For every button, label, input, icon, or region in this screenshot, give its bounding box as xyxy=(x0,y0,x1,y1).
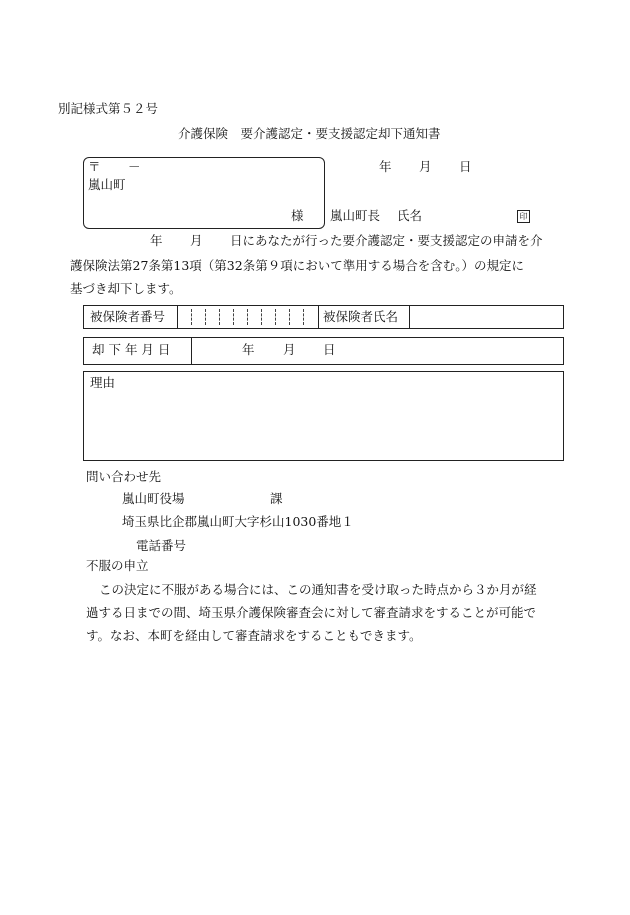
insured-name-label: 被保険者氏名 xyxy=(323,309,399,324)
appeal-line-3: す。なお、本町を経由して審査請求をすることもできます。 xyxy=(86,628,422,643)
body-month-label: 月 xyxy=(190,233,203,248)
seal-mark: 印 xyxy=(517,210,530,223)
body-line-2: 護保険法第27条第13項（第32条第９項において準用する場合を含む。）の規定に xyxy=(70,258,524,273)
appeal-heading: 不服の申立 xyxy=(86,558,149,573)
rejection-day-label: 日 xyxy=(323,342,336,357)
contact-office: 嵐山町役場 xyxy=(122,491,185,506)
insured-number-label: 被保険者番号 xyxy=(90,309,166,324)
page-title: 介護保険 要介護認定・要支援認定却下通知書 xyxy=(178,126,441,141)
reason-box xyxy=(83,371,564,461)
form-number: 別記様式第５２号 xyxy=(58,101,159,116)
issuer-name-label: 氏名 xyxy=(397,208,423,223)
body-year-label: 年 xyxy=(150,233,163,248)
rejection-month-label: 月 xyxy=(283,342,296,357)
appeal-line-1: この決定に不服がある場合には、この通知書を受け取った時点から３か月が経 xyxy=(99,582,537,597)
recipient-address-box xyxy=(83,157,325,229)
contact-section: 課 xyxy=(270,491,283,506)
issue-day-label: 日 xyxy=(459,159,472,174)
reason-label: 理由 xyxy=(90,375,116,390)
postal-mark: 〒 xyxy=(88,159,101,174)
contact-phone-label: 電話番号 xyxy=(136,538,187,553)
issue-month-label: 月 xyxy=(419,159,432,174)
rejection-date-label: 却 下 年 月 日 xyxy=(92,342,171,357)
contact-address: 埼玉県比企郡嵐山町大字杉山1030番地１ xyxy=(122,514,354,529)
issuer-title: 嵐山町長 xyxy=(330,208,381,223)
body-line-1: 日にあなたが行った要介護認定・要支援認定の申請を介 xyxy=(230,233,543,248)
recipient-town: 嵐山町 xyxy=(88,177,126,192)
rejection-year-label: 年 xyxy=(242,342,255,357)
appeal-line-2: 過する日までの間、埼玉県介護保険審査会に対して審査請求をすることが可能で xyxy=(86,605,537,620)
contact-heading: 問い合わせ先 xyxy=(86,469,162,484)
issue-year-label: 年 xyxy=(379,159,392,174)
body-line-3: 基づき却下します。 xyxy=(70,281,182,296)
recipient-honorific: 様 xyxy=(291,208,304,223)
postal-dash: － xyxy=(128,159,141,174)
